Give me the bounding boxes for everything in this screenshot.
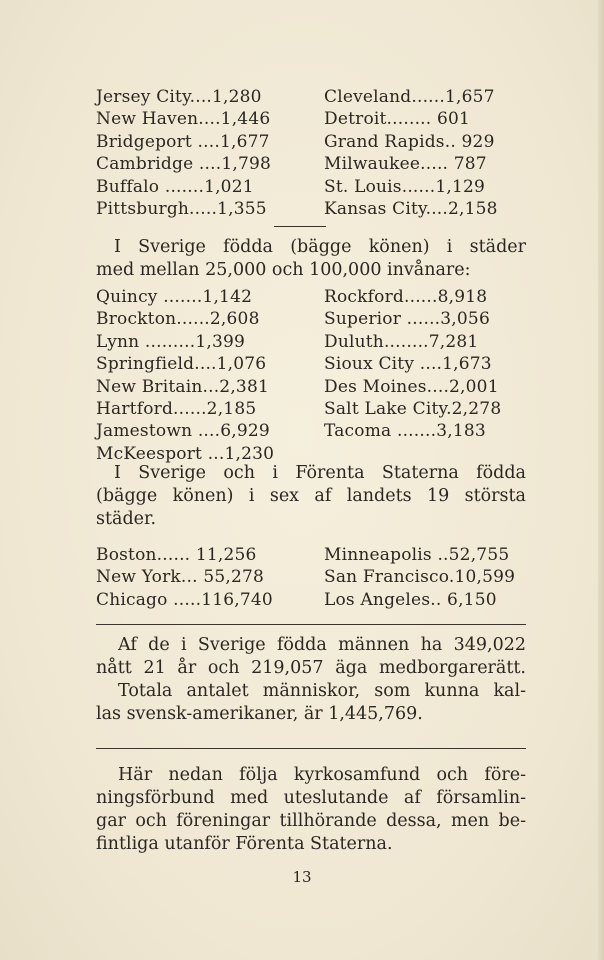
table2-right-row: Salt Lake City.2,278 (324, 399, 502, 420)
paragraph-line: las svensk-amerikaner, är 1,445,769. (96, 704, 423, 724)
section-divider (96, 748, 526, 749)
page-number: 13 (292, 868, 312, 886)
paragraph-line: Totala antalet människor, som kunna kal- (118, 681, 526, 701)
table2-left-row: Hartford......2,185 (96, 399, 257, 420)
table2-left-row: Lynn .........1,399 (96, 331, 245, 352)
table1-left-row: Pittsburgh.....1,355 (96, 199, 267, 220)
table3-right-column (324, 544, 515, 611)
paragraph-line: gar och föreningar tillhörande dessa, men be- (96, 811, 526, 831)
table2-right-row: Superior ......3,056 (324, 309, 490, 330)
table2-left-row: Quincy .......1,142 (96, 287, 253, 307)
table2-left-row: New Britain...2,381 (96, 376, 269, 397)
table1-right-row: Cleveland......1,657 (324, 87, 495, 107)
table2-left-column (96, 286, 274, 465)
paragraph-line: nått 21 år och 219,057 äga medborgarerätt. (96, 658, 526, 678)
table1-right-row: Detroit........ 601 (324, 109, 471, 130)
page-edge (598, 0, 604, 960)
table2-right-row: Duluth........7,281 (324, 331, 479, 352)
heading-medium-cities (96, 236, 526, 282)
paragraph-line: Här nedan följa kyrkosamfund och före- (118, 765, 526, 785)
table1-left-row: Buffalo .......1,021 (96, 176, 254, 197)
table2-right-row: Des Moines....2,001 (324, 376, 499, 397)
section-divider (96, 624, 526, 625)
table1-left-row: Jersey City....1,280 (96, 87, 262, 107)
table1-left-row: Bridgeport ....1,677 (96, 131, 270, 152)
table3-right-row: Los Angeles.. 6,150 (324, 589, 497, 610)
table2-right-row: Tacoma .......3,183 (324, 421, 486, 442)
table1-right-row: Kansas City....2,158 (324, 199, 498, 220)
heading-line: med mellan 25,000 och 100,000 invånare: (96, 260, 471, 280)
table1-right-row: St. Louis......1,129 (324, 176, 486, 197)
table2-left-row: McKeesport ...1,230 (96, 443, 275, 464)
paragraph-organizations (96, 764, 526, 856)
table3-right-row: Minneapolis ..52,755 (324, 545, 510, 565)
heading-line: I Sverige födda (bägge könen) i städer (114, 237, 526, 257)
paragraph-line: Af de i Sverige födda männen ha 349,022 (118, 635, 526, 655)
table3-left-row: New York... 55,278 (96, 567, 264, 588)
paragraph-citizenship (96, 634, 526, 726)
table1-right-column (324, 86, 498, 220)
table2-left-row: Jamestown ....6,929 (96, 421, 270, 442)
table2-right-row: Rockford......8,918 (324, 287, 488, 307)
table1-right-row: Milwaukee..... 787 (324, 154, 487, 175)
table1-right-row: Grand Rapids.. 929 (324, 131, 495, 152)
paragraph-line: fintliga utanför Förenta Staterna. (96, 834, 393, 854)
table2-right-row: Sioux City ....1,673 (324, 354, 492, 375)
table2-right-column (324, 286, 501, 443)
heading-largest-cities (96, 462, 526, 531)
table1-left-column (96, 86, 271, 220)
table2-left-row: Springfield....1,076 (96, 354, 267, 375)
heading-line: städer. (96, 509, 157, 529)
paragraph-line: ningsförbund med uteslutande af församlin- (96, 788, 526, 808)
section-divider (274, 226, 326, 227)
table3-right-row: San Francisco.10,599 (324, 567, 516, 588)
heading-line: (bägge könen) i sex af landets 19 största (96, 486, 526, 506)
table3-left-column (96, 544, 273, 611)
table1-left-row: Cambridge ....1,798 (96, 154, 272, 175)
table3-left-row: Chicago .....116,740 (96, 589, 273, 610)
table3-left-row: Boston...... 11,256 (96, 545, 257, 565)
table2-left-row: Brockton......2,608 (96, 309, 260, 330)
table1-left-row: New Haven....1,446 (96, 109, 271, 130)
heading-line: I Sverige och i Förenta Staterna födda (114, 463, 526, 483)
